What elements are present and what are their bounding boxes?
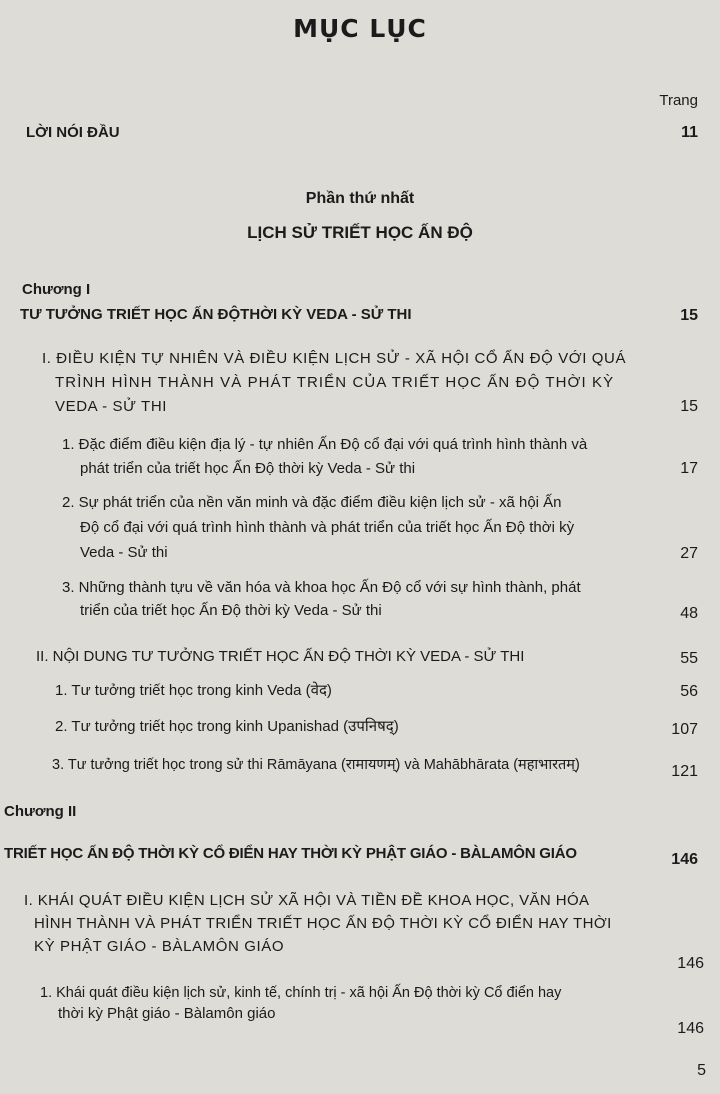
ch2-section-1-line3: KỲ PHẬT GIÁO - BÀLAMÔN GIÁO xyxy=(34,938,285,955)
ch1-item-2-1-page: 56 xyxy=(680,683,698,700)
ch1-section-1-line3: VEDA - SỬ THI xyxy=(55,398,168,415)
ch2-section-1-line2: HÌNH THÀNH VÀ PHÁT TRIỂN TRIẾT HỌC ẤN ĐỘ THỜI KỲ CỔ ĐIỂN HAY THỜI xyxy=(34,915,612,932)
ch1-section-2-page: 55 xyxy=(680,650,698,667)
ch1-item-2-1: 1. Tư tưởng triết học trong kinh Veda (वेद) xyxy=(55,682,332,699)
part-title: LỊCH SỬ TRIẾT HỌC ẤN ĐỘ xyxy=(247,223,473,242)
ch2-section-1-page: 146 xyxy=(677,955,704,972)
page-column-header: Trang xyxy=(659,92,698,109)
ch1-item-2-3-page: 121 xyxy=(671,763,698,780)
ch1-item-1-1-line2: phát triển của triết học Ấn Độ thời kỳ Veda - Sử thi xyxy=(80,460,416,477)
page-title: MỤC LỤC xyxy=(293,14,427,43)
ch1-item-1-2-line2: Độ cổ đại với quá trình hình thành và phát triển của triết học Ấn Độ thời kỳ xyxy=(80,519,575,536)
chapter-2-label: Chương II xyxy=(4,803,77,820)
ch1-section-1-line2: TRÌNH HÌNH THÀNH VÀ PHÁT TRIỂN CỦA TRIẾT HỌC ẤN ĐỘ THỜI KỲ xyxy=(55,374,615,391)
preface-page: 11 xyxy=(681,124,698,141)
chapter-2-title: TRIẾT HỌC ẤN ĐỘ THỜI KỲ CỔ ĐIỂN HAY THỜI KỲ PHẬT GIÁO - BÀLAMÔN GIÁO xyxy=(4,845,577,862)
ch2-item-1-1-line1: 1. Khái quát điều kiện lịch sử, kinh tế, chính trị - xã hội Ấn Độ thời kỳ Cổ điển hay xyxy=(40,985,562,1001)
ch1-item-1-3-line2: triển của triết học Ấn Độ thời kỳ Veda - Sử thi xyxy=(80,602,382,619)
page-number: 5 xyxy=(697,1062,706,1079)
ch2-item-1-1-line2: thời kỳ Phật giáo - Bàlamôn giáo xyxy=(58,1005,276,1022)
chapter-1-page: 15 xyxy=(680,307,698,324)
ch1-item-1-1-line1: 1. Đặc điểm điều kiện địa lý - tự nhiên Ấn Độ cổ đại với quá trình hình thành và xyxy=(62,436,588,453)
ch1-item-2-2: 2. Tư tưởng triết học trong kinh Upanishad (उपनिषद्) xyxy=(55,718,399,735)
preface-label: LỜI NÓI ĐẦU xyxy=(26,124,120,141)
ch1-item-1-2-line1: 2. Sự phát triển của nền văn minh và đặc điểm điều kiện lịch sử - xã hội Ấn xyxy=(62,494,562,511)
ch1-item-1-1-page: 17 xyxy=(680,460,698,477)
ch1-item-1-2-line3: Veda - Sử thi xyxy=(80,544,168,561)
ch1-item-2-3: 3. Tư tưởng triết học trong sử thi Rāmāyana (रामायणम्) và Mahābhārata (महाभारतम्) xyxy=(52,757,580,773)
ch2-item-1-1-page: 146 xyxy=(677,1020,704,1037)
chapter-1-label: Chương I xyxy=(22,281,91,298)
ch1-section-1-line1: I. ĐIỀU KIỆN TỰ NHIÊN VÀ ĐIỀU KIỆN LỊCH SỬ - XÃ HỘI CỔ ẤN ĐỘ VỚI QUÁ xyxy=(42,350,627,367)
ch1-item-1-2-page: 27 xyxy=(680,545,698,562)
part-label: Phần thứ nhất xyxy=(305,190,415,207)
ch1-section-2-line1: II. NỘI DUNG TƯ TƯỞNG TRIẾT HỌC ẤN ĐỘ THỜI KỲ VEDA - SỬ THI xyxy=(36,648,525,665)
ch1-item-1-3-line1: 3. Những thành tựu về văn hóa và khoa học Ấn Độ cổ với sự hình thành, phát xyxy=(62,579,581,596)
ch1-item-2-2-page: 107 xyxy=(671,721,698,738)
ch2-section-1-line1: I. KHÁI QUÁT ĐIỀU KIỆN LỊCH SỬ XÃ HỘI VÀ TIỀN ĐỀ KHOA HỌC, VĂN HÓA xyxy=(24,892,590,909)
chapter-2-page: 146 xyxy=(671,851,698,868)
chapter-1-title: TƯ TƯỞNG TRIẾT HỌC ẤN ĐỘTHỜI KỲ VEDA - SỬ THI xyxy=(20,306,412,323)
ch1-item-1-3-page: 48 xyxy=(680,605,698,622)
ch1-section-1-page: 15 xyxy=(680,398,698,415)
